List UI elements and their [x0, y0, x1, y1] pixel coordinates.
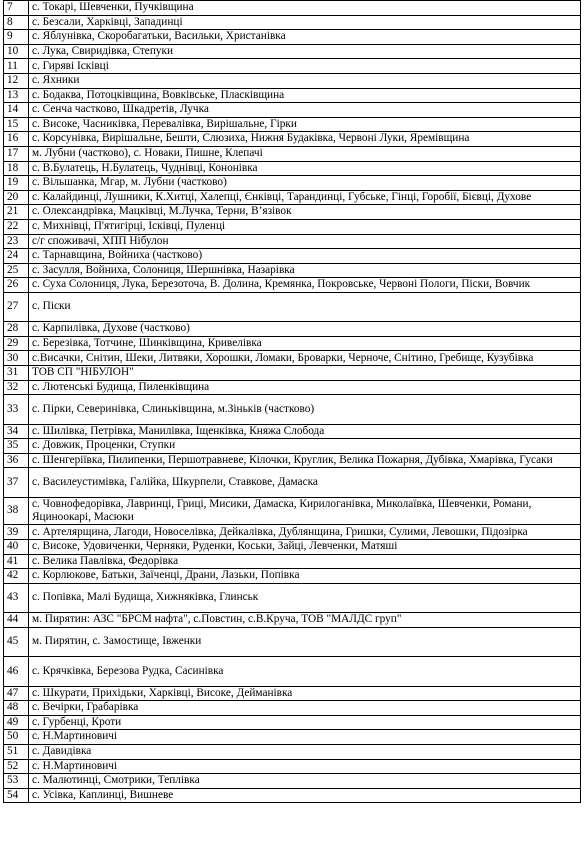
- row-number: 36: [4, 453, 29, 468]
- row-number: 27: [4, 292, 29, 321]
- table-row: [4, 190, 581, 205]
- table-row: [4, 686, 581, 701]
- table-row: [4, 263, 581, 278]
- row-settlements: с. Токарі, Шевченки, Пучківщина: [29, 1, 581, 16]
- table-row: [4, 234, 581, 249]
- row-settlements: м. Пирятин: АЗС "БРСМ нафта", с.Повстин, с.В.Круча, ТОВ "МАЛДС груп": [29, 613, 581, 628]
- table-row: [4, 205, 581, 220]
- row-number: 37: [4, 468, 29, 497]
- row-settlements: с. Безсали, Харківці, Западинці: [29, 15, 581, 30]
- row-number: 48: [4, 701, 29, 716]
- row-settlements: с. Довжик, Проценки, Ступки: [29, 439, 581, 454]
- table-row: [4, 539, 581, 554]
- row-number: 40: [4, 539, 29, 554]
- table-row: [4, 554, 581, 569]
- row-settlements: с. Карпилівка, Духове (частково): [29, 322, 581, 337]
- row-settlements: с. Засулля, Войниха, Солониця, Шершнівка, Назарівка: [29, 263, 581, 278]
- row-number: 53: [4, 774, 29, 789]
- table-row: [4, 744, 581, 759]
- row-settlements: с. Гиряві Ісківці: [29, 59, 581, 74]
- row-number: 47: [4, 686, 29, 701]
- row-number: 14: [4, 103, 29, 118]
- row-number: 33: [4, 395, 29, 424]
- row-number: 19: [4, 176, 29, 191]
- row-number: 41: [4, 554, 29, 569]
- table-body: [4, 1, 581, 803]
- table-row: [4, 788, 581, 803]
- row-settlements: с. Михнівці, П'ятигірці, Ісківці, Пуленці: [29, 219, 581, 234]
- row-number: 29: [4, 336, 29, 351]
- table-row: [4, 439, 581, 454]
- row-settlements: с. Корсунівка, Вирішальне, Бешти, Слюзиха, Нижня Будаківка, Червоні Луки, Яремівщина: [29, 132, 581, 147]
- row-settlements: с. Човнофедорівка, Лавринці, Гриці, Мисики, Дамаска, Кирилоганівка, Миколаївка, Шевченки, Романи, Яциноокарі, Масюки: [29, 497, 581, 525]
- row-number: 49: [4, 715, 29, 730]
- row-settlements: с/г споживачі, ХПП Нібулон: [29, 234, 581, 249]
- row-settlements: м. Лубни (частково), с. Новаки, Пишне, Клепачі: [29, 146, 581, 161]
- row-number: 11: [4, 59, 29, 74]
- table-row: [4, 453, 581, 468]
- table-row: [4, 497, 581, 525]
- table-row: [4, 657, 581, 686]
- row-settlements: с. Крячківка, Березова Рудка, Сасинівка: [29, 657, 581, 686]
- row-number: 38: [4, 497, 29, 525]
- row-settlements: с. Вечірки, Грабарівка: [29, 701, 581, 716]
- row-number: 7: [4, 1, 29, 16]
- row-number: 43: [4, 583, 29, 612]
- row-number: 54: [4, 788, 29, 803]
- table-row: [4, 701, 581, 716]
- row-settlements: с. Олександрівка, Мацківці, М.Лучка, Терни, В’язівок: [29, 205, 581, 220]
- row-number: 18: [4, 161, 29, 176]
- row-settlements: с. Яблунівка, Скоробагатьки, Васильки, Христанівка: [29, 30, 581, 45]
- row-settlements: с. Артелярщина, Лагоди, Новоселівка, Дейкалівка, Дублянщина, Гришки, Сулими, Левошки, Підозірка: [29, 525, 581, 540]
- row-number: 30: [4, 351, 29, 366]
- table-row: [4, 1, 581, 16]
- row-number: 25: [4, 263, 29, 278]
- table-row: [4, 176, 581, 191]
- row-number: 24: [4, 249, 29, 264]
- table-row: [4, 88, 581, 103]
- row-settlements: с. Велика Павлівка, Федорівка: [29, 554, 581, 569]
- row-settlements: с. Високе, Удовиченки, Черняки, Руденки, Коськи, Зайці, Левченки, Матяші: [29, 539, 581, 554]
- row-settlements: с. Вільшанка, Мгар, м. Лубни (частково): [29, 176, 581, 191]
- table-row: [4, 59, 581, 74]
- row-settlements: с. Лютенські Будища, Пиленківщина: [29, 380, 581, 395]
- table-row: [4, 759, 581, 774]
- row-settlements: с. Н.Мартиновичі: [29, 759, 581, 774]
- row-number: 45: [4, 627, 29, 656]
- table-row: [4, 219, 581, 234]
- table-row: [4, 278, 581, 293]
- row-number: 39: [4, 525, 29, 540]
- table-row: [4, 336, 581, 351]
- table-row: [4, 366, 581, 381]
- table-row: [4, 44, 581, 59]
- row-settlements: с. Пірки, Северинівка, Слиньківщина, м.Зіньків (частково): [29, 395, 581, 424]
- table-row: [4, 103, 581, 118]
- row-number: 26: [4, 278, 29, 293]
- table-row: [4, 468, 581, 497]
- table-row: [4, 249, 581, 264]
- table-row: [4, 146, 581, 161]
- row-settlements: ТОВ СП "НІБУЛОН": [29, 366, 581, 381]
- row-settlements: с. Тарнавщина, Войниха (частково): [29, 249, 581, 264]
- row-settlements: с. Березівка, Тотчине, Шинківщина, Кривелівка: [29, 336, 581, 351]
- row-number: 46: [4, 657, 29, 686]
- row-number: 52: [4, 759, 29, 774]
- table-row: [4, 117, 581, 132]
- row-settlements: с. Шенгеріївка, Пилипенки, Першотравневе, Кілочки, Круглик, Велика Пожарня, Дубівка, Хмарівка, Гусаки: [29, 453, 581, 468]
- table-row: [4, 15, 581, 30]
- row-settlements: с. Попівка, Малі Будища, Хижняківка, Глинськ: [29, 583, 581, 612]
- row-number: 8: [4, 15, 29, 30]
- row-number: 34: [4, 424, 29, 439]
- table-row: [4, 730, 581, 745]
- row-settlements: с. Давидівка: [29, 744, 581, 759]
- row-number: 12: [4, 73, 29, 88]
- table-row: [4, 351, 581, 366]
- settlements-table: [3, 0, 581, 803]
- row-settlements: с. Калайдинці, Лушники, К.Хитці, Халепці, Єнківці, Тарандинці, Губське, Гінці, Горобії, Бієвці, Духове: [29, 190, 581, 205]
- row-settlements: с. Суха Солониця, Лука, Березоточа, В. Долина, Кремянка, Покровське, Червоні Пологи, Піски, Вовчик: [29, 278, 581, 293]
- row-number: 50: [4, 730, 29, 745]
- table-row: [4, 525, 581, 540]
- row-number: 13: [4, 88, 29, 103]
- table-row: [4, 380, 581, 395]
- row-settlements: с. Лука, Свиридівка, Степуки: [29, 44, 581, 59]
- table-row: [4, 583, 581, 612]
- row-settlements: с. Усівка, Каплинці, Вишневе: [29, 788, 581, 803]
- row-settlements: с. Н.Мартиновичі: [29, 730, 581, 745]
- table-row: [4, 424, 581, 439]
- row-settlements: с. Шилівка, Петрівка, Манилівка, Іщенківка, Княжа Слобода: [29, 424, 581, 439]
- table-row: [4, 161, 581, 176]
- row-number: 21: [4, 205, 29, 220]
- table-row: [4, 627, 581, 656]
- row-settlements: с. Шкурати, Прихідьки, Харківці, Високе, Дейманівка: [29, 686, 581, 701]
- table-row: [4, 569, 581, 584]
- table-row: [4, 30, 581, 45]
- row-number: 16: [4, 132, 29, 147]
- row-number: 23: [4, 234, 29, 249]
- row-number: 51: [4, 744, 29, 759]
- table-row: [4, 132, 581, 147]
- row-number: 20: [4, 190, 29, 205]
- row-settlements: с. Яхники: [29, 73, 581, 88]
- row-number: 42: [4, 569, 29, 584]
- row-settlements: с. В.Булатець, Н.Булатець, Чуднівці, Кононівка: [29, 161, 581, 176]
- row-number: 15: [4, 117, 29, 132]
- row-settlements: с. Корлюкове, Батьки, Заїченці, Драни, Лазьки, Попівка: [29, 569, 581, 584]
- row-settlements: с. Піски: [29, 292, 581, 321]
- row-number: 35: [4, 439, 29, 454]
- row-number: 28: [4, 322, 29, 337]
- row-number: 22: [4, 219, 29, 234]
- table-row: [4, 613, 581, 628]
- row-number: 44: [4, 613, 29, 628]
- row-number: 31: [4, 366, 29, 381]
- table-row: [4, 715, 581, 730]
- row-settlements: с.Висачки, Снітин, Шеки, Литвяки, Хорошки, Ломаки, Броварки, Черноче, Снітино, Гребище, Кузубівка: [29, 351, 581, 366]
- row-settlements: м. Пирятин, с. Замостище, Івженки: [29, 627, 581, 656]
- row-settlements: с. Василеустимівка, Галійка, Шкурпели, Ставкове, Дамаска: [29, 468, 581, 497]
- row-settlements: с. Малютинці, Смотрики, Теплівка: [29, 774, 581, 789]
- row-settlements: с. Високе, Часниківка, Перевалівка, Вирішальне, Гірки: [29, 117, 581, 132]
- row-settlements: с. Сенча частково, Шкадретів, Лучка: [29, 103, 581, 118]
- row-settlements: с. Гурбенці, Кроти: [29, 715, 581, 730]
- table-row: [4, 292, 581, 321]
- row-number: 9: [4, 30, 29, 45]
- row-settlements: с. Бодаква, Потоцківщина, Вовківське, Пласківщина: [29, 88, 581, 103]
- table-row: [4, 73, 581, 88]
- table-row: [4, 774, 581, 789]
- table-row: [4, 395, 581, 424]
- table-row: [4, 322, 581, 337]
- row-number: 17: [4, 146, 29, 161]
- row-number: 10: [4, 44, 29, 59]
- row-number: 32: [4, 380, 29, 395]
